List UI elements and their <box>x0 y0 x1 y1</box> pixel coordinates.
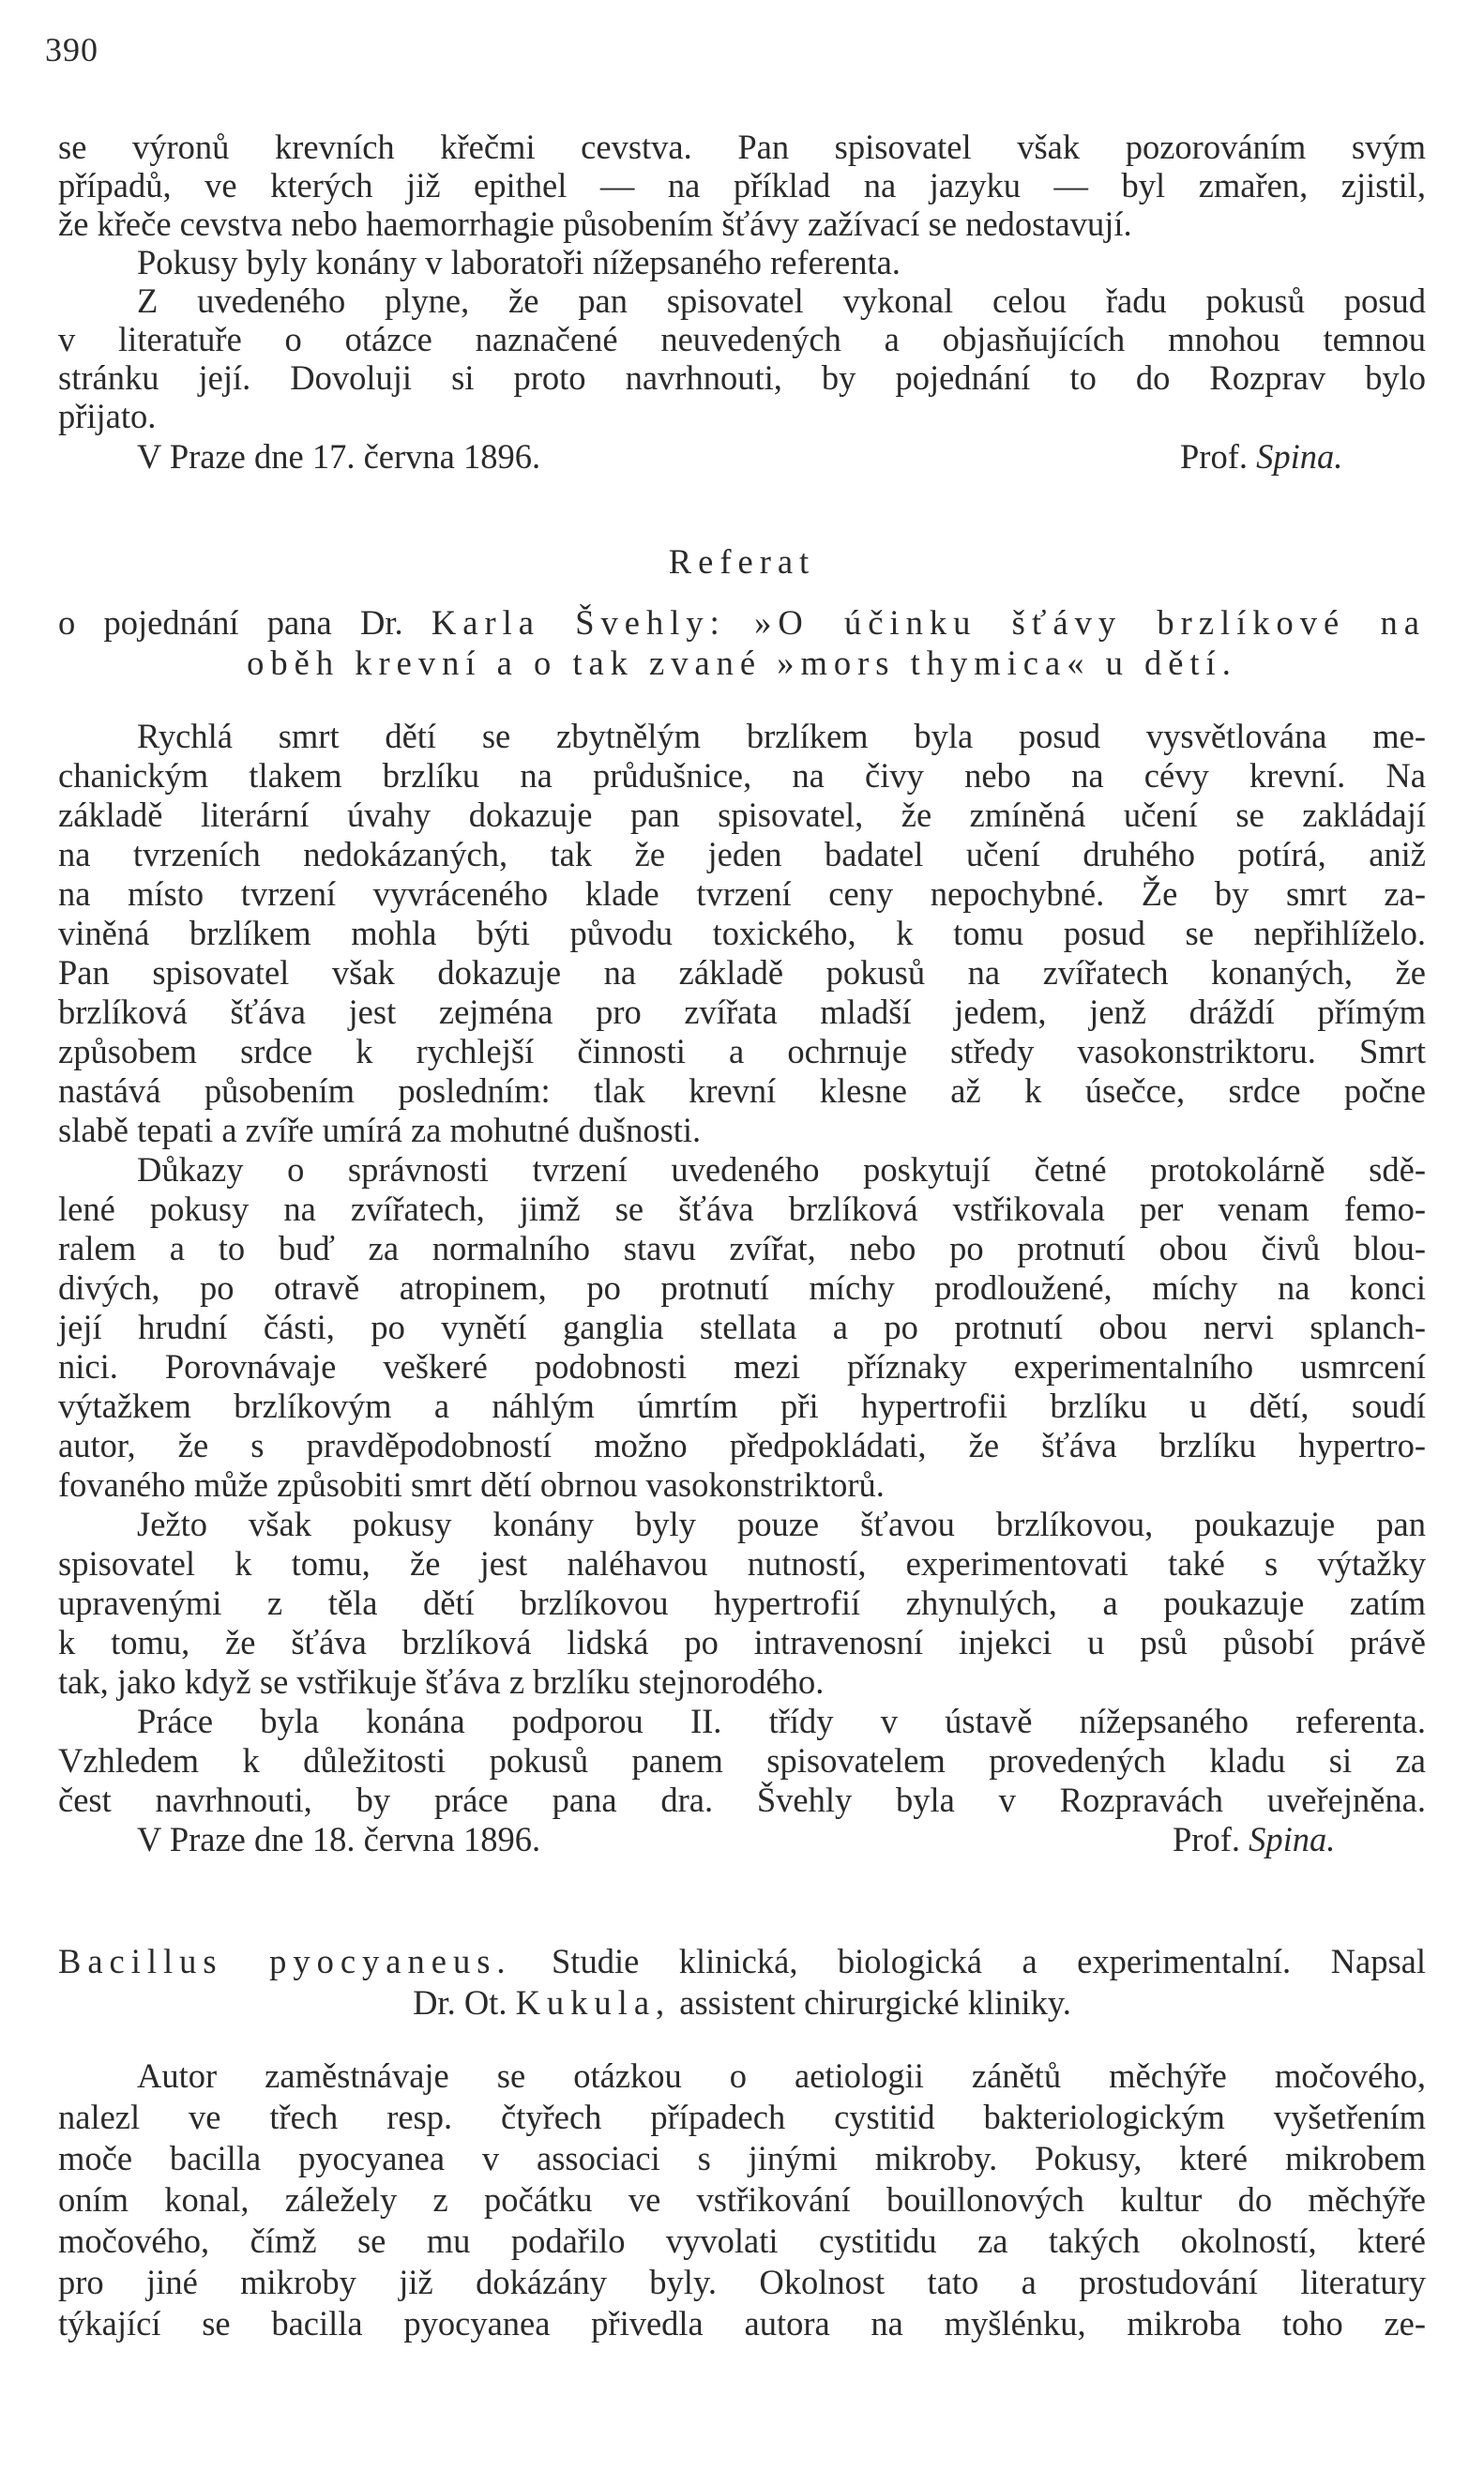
bacillus-line: nalezl ve třech resp. čtyřech případech cystitid bakteriologickým vyšetřením <box>58 2098 1426 2136</box>
bacillus-line: pro jiné mikroby již dokázány byly. Okolnost tato a prostudování literatury <box>58 2263 1426 2301</box>
referat-signature <box>1173 1822 1335 1858</box>
referat-line: divých, po otravě atropinem, po protnutí míchy prodloužené, míchy na konci <box>58 1268 1426 1307</box>
referat-line: čest navrhnouti, by práce pana dra. Švehly byla v Rozpravách uveřejněna. <box>58 1781 1426 1819</box>
bacillus-line: močového, čímž se mu podařilo vyvolati cystitidu za takých okolností, které <box>58 2222 1426 2260</box>
intro-line: se výronů krevních křečmi cevstva. Pan spisovatel však pozorováním svým <box>58 128 1426 166</box>
referat-line: Důkazy o správnosti tvrzení uvedeného poskytují četné protokolárně sdě- <box>137 1150 1426 1189</box>
referat-title-rest: »O účinku šťávy brzlíkové na <box>754 603 1426 642</box>
referat-line: ralem a to buď za normalního stavu zvířat, nebo po protnutí obou čivů blou- <box>58 1229 1426 1267</box>
referat-title-author: Karla Švehly: <box>431 603 726 642</box>
intro-line: přijato. <box>58 397 157 435</box>
referat-date: V Praze dne 18. června 1896. <box>137 1820 541 1858</box>
referat-line: autor, že s pravděpodobností možno předpokládati, že šťáva brzlíku hypertro- <box>58 1426 1426 1464</box>
intro-line: Z uvedeného plyne, že pan spisovatel vykonal celou řadu pokusů posud <box>137 281 1426 320</box>
referat-line: způsobem srdce k rychlejší činnosti a ochrnuje středy vasokonstriktoru. Smrt <box>58 1032 1426 1070</box>
page-number: 390 <box>45 31 98 68</box>
referat-line: základě literární úvahy dokazuje pan spisovatel, že zmíněná učení se zakládají <box>58 796 1426 834</box>
referat-line: Ježto však pokusy konány byly pouze šťavou brzlíkovou, poukazuje pan <box>137 1505 1426 1543</box>
bacillus-title-rest: Studie klinická, biologická a experimentalní. Napsal <box>552 1942 1426 1980</box>
author-name: Kukula, <box>515 1983 672 2022</box>
referat-line: spisovatel k tomu, že jest naléhavou nutností, experimentovati také s výtažky <box>58 1544 1426 1583</box>
referat-title-line <box>58 605 1426 641</box>
referat-line: její hrudní části, po vynětí ganglia stellata a po protnutí obou nervi splanch- <box>58 1308 1426 1346</box>
bacillus-line: oním konal, záležely z počátku ve vstřikování bouillonových kultur do měchýře <box>58 2180 1426 2219</box>
signature-prefix: Prof. <box>1180 437 1248 476</box>
bacillus-title-spaced: Bacillus pyocyaneus. <box>58 1942 512 1980</box>
bacillus-line: moče bacilla pyocyanea v associaci s jinými mikroby. Pokusy, které mikrobem <box>58 2139 1426 2177</box>
referat-line: Pan spisovatel však dokazuje na základě pokusů na zvířatech konaných, že <box>58 953 1426 992</box>
referat-line: na tvrzeních nedokázaných, tak že jeden badatel učení druhého potírá, aniž <box>58 835 1426 873</box>
referat-heading: Referat <box>668 542 816 581</box>
bacillus-line: Autor zaměstnávaje se otázkou o aetiologii zánětů měchýře močového, <box>137 2056 1426 2095</box>
referat-line: na místo tvrzení vyvráceného klade tvrzení ceny nepochybné. Že by smrt za- <box>58 874 1426 913</box>
intro-line: stránku její. Dovoluji si proto navrhnouti, by pojednání to do Rozprav bylo <box>58 358 1426 397</box>
referat-line: Práce byla konána podporou II. třídy v ústavě nížepsaného referenta. <box>137 1702 1426 1740</box>
intro-line: Pokusy byly konány v laboratoři nížepsaného referenta. <box>137 243 901 281</box>
signature-name: Spina. <box>1256 437 1343 476</box>
referat-line: výtažkem brzlíkovým a náhlým úmrtím při hypertrofii brzlíku u dětí, soudí <box>58 1387 1426 1425</box>
signature-name: Spina. <box>1249 1820 1336 1858</box>
bacillus-author-line <box>58 1985 1426 2021</box>
referat-line: upravenými z těla dětí brzlíkovou hypertrofií zhynulých, a poukazuje zatím <box>58 1584 1426 1622</box>
signature-prefix: Prof. <box>1173 1820 1240 1858</box>
referat-line: brzlíková šťáva jest zejména pro zvířata mladší jedem, jenž dráždí přímým <box>58 993 1426 1031</box>
intro-date: V Praze dne 17. června 1896. <box>137 437 541 476</box>
referat-line: fovaného může způsobiti smrt dětí obrnou vasokonstriktorů. <box>58 1465 885 1504</box>
bacillus-title <box>58 1944 1426 1979</box>
author-rest: assistent chirurgické kliniky. <box>679 1983 1071 2022</box>
referat-line: nici. Porovnávaje veškeré podobnosti mezi příznaky experimentalního usmrcení <box>58 1347 1426 1386</box>
referat-line: lené pokusy na zvířatech, jimž se šťáva brzlíková vstřikovala per venam femo- <box>58 1190 1426 1228</box>
intro-line: v literatuře o otázce naznačené neuvedených a objasňujících mnohou temnou <box>58 320 1426 358</box>
referat-line: Vzhledem k důležitosti pokusů panem spisovatelem provedených kladu si za <box>58 1741 1426 1780</box>
referat-line: tak, jako když se vstřikuje šťáva z brzlíku stejnorodého. <box>58 1662 825 1701</box>
referat-title-line2: oběh krevní a o tak zvané »mors thymica« u dětí. <box>247 644 1237 682</box>
bacillus-line: týkající se bacilla pyocyanea přivedla autora na myšlénku, mikroba toho ze- <box>58 2304 1426 2343</box>
intro-signature <box>1180 439 1342 475</box>
referat-line: nastává působením posledním: tlak krevní klesne až k úsečce, srdce počne <box>58 1071 1426 1110</box>
author-prefix: Dr. Ot. <box>413 1983 507 2022</box>
referat-line: Rychlá smrt dětí se zbytnělým brzlíkem byla posud vysvětlována me- <box>137 717 1426 755</box>
intro-line: případů, ve kterých již epithel — na příklad na jazyku — byl zmařen, zjistil, <box>58 166 1426 205</box>
referat-line: viněná brzlíkem mohla býti původu toxického, k tomu posud se nepřihlíželo. <box>58 914 1426 952</box>
referat-title-prefix: o pojednání pana Dr. <box>58 603 403 642</box>
intro-line: že křeče cevstva nebo haemorrhagie působením šťávy zažívací se nedostavují. <box>58 205 1132 243</box>
referat-line: chanickým tlakem brzlíku na průdušnice, na čivy nebo na cévy krevní. Na <box>58 756 1426 795</box>
referat-line: k tomu, že šťáva brzlíková lidská po intravenosní injekci u psů působí právě <box>58 1623 1426 1661</box>
referat-line: slabě tepati a zvíře umírá za mohutné dušnosti. <box>58 1111 702 1149</box>
